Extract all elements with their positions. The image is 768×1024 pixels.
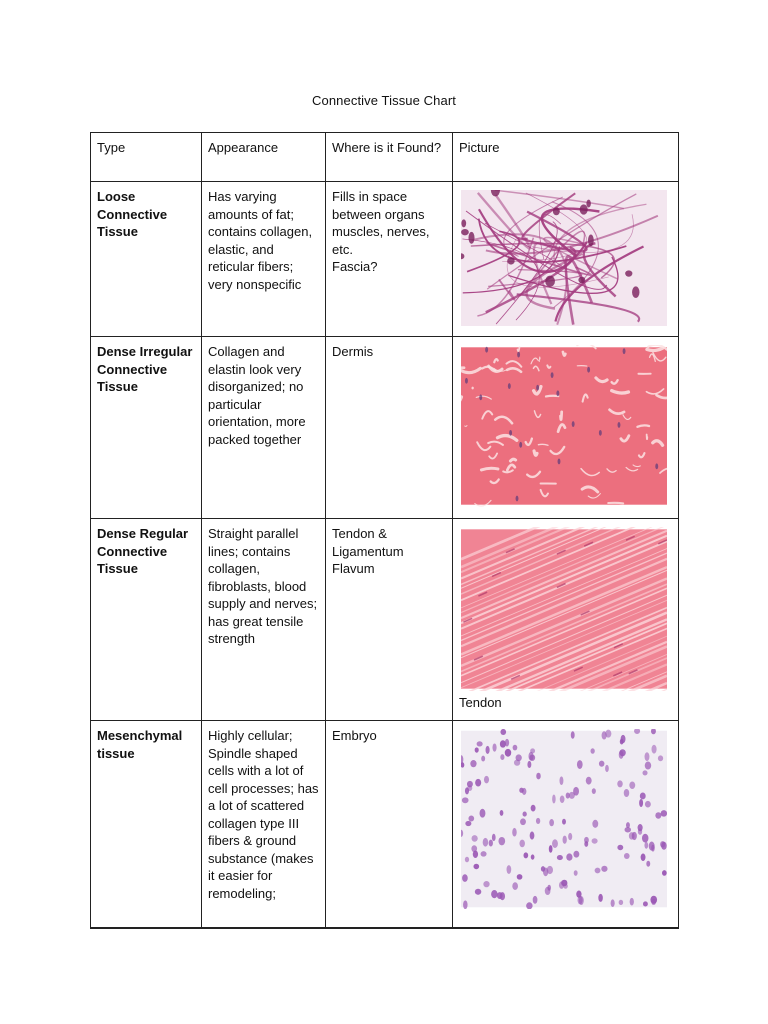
mesen-nucleus (552, 794, 556, 803)
mesen-nucleus (652, 745, 657, 754)
loose-nucleus (632, 286, 639, 297)
mesen-nucleus (660, 841, 665, 847)
mesen-nucleus (471, 835, 477, 842)
mesen-nucleus (477, 741, 483, 746)
mesen-nucleus (641, 854, 646, 861)
mesen-nucleus (517, 874, 523, 879)
irregular-nucleus (551, 372, 554, 378)
mesen-nucleus (473, 850, 478, 857)
mesen-nucleus (644, 842, 648, 849)
mesen-nucleus (611, 899, 615, 907)
mesen-nucleus (513, 745, 518, 751)
loose-nucleus (588, 235, 594, 247)
mesen-nucleus (595, 868, 601, 874)
table-row (91, 721, 679, 928)
mesen-nucleus (592, 838, 598, 843)
irregular-streak (510, 459, 515, 461)
mesen-nucleus (577, 760, 583, 769)
loose-nucleus (578, 277, 585, 284)
mesen-nucleus (624, 853, 630, 859)
mesen-nucleus (462, 874, 468, 882)
mesen-nucleus (638, 829, 642, 835)
mesen-nucleus (560, 796, 565, 803)
mesen-nucleus (500, 729, 506, 735)
picture-caption: Tendon (459, 695, 502, 710)
mesen-nucleus (586, 777, 592, 785)
table-row (91, 182, 679, 337)
mesen-nucleus (645, 762, 651, 770)
row-type: Loose Connective Tissue (91, 182, 202, 337)
dense-regular-tissue-image (461, 527, 667, 691)
loose-connective-tissue-image (461, 190, 667, 326)
irregular-streak (561, 412, 562, 420)
mesen-nucleus (492, 834, 496, 841)
mesen-nucleus (547, 866, 553, 874)
mesen-nucleus (621, 735, 626, 743)
mesen-nucleus (566, 793, 570, 799)
mesen-nucleus (529, 754, 535, 760)
mesen-nucleus (505, 739, 509, 747)
mesen-nucleus (481, 851, 487, 856)
loose-nucleus (461, 219, 466, 227)
mesen-nucleus (658, 755, 663, 761)
mesen-nucleus (530, 832, 535, 840)
mesen-nucleus (523, 812, 527, 817)
mesen-nucleus (605, 765, 609, 772)
header-type: Type (91, 133, 202, 182)
row-appearance: Straight parallel lines; contains collagen, fibroblasts, blood supply and nerves; has great tensile strength (202, 519, 326, 721)
mesen-nucleus (642, 834, 648, 843)
mesen-nucleus (467, 785, 472, 791)
irregular-nucleus (485, 347, 488, 353)
row-picture (453, 182, 679, 337)
mesen-nucleus (536, 773, 541, 780)
mesen-nucleus (497, 892, 503, 899)
mesen-nucleus (629, 782, 635, 789)
mesen-nucleus (527, 761, 531, 768)
loose-nucleus (553, 207, 560, 215)
mesen-nucleus (563, 836, 567, 844)
mesen-nucleus (483, 881, 489, 887)
mesen-nucleus (632, 832, 637, 840)
mesen-nucleus (655, 812, 661, 818)
mesen-nucleus (649, 842, 655, 851)
mesen-nucleus (561, 880, 567, 886)
mesen-nucleus (465, 821, 471, 826)
row-appearance: Collagen and elastin look very disorganized; no particular orientation, more packed together (202, 337, 326, 519)
mesen-nucleus (592, 788, 596, 794)
mesen-nucleus (463, 900, 468, 909)
mesen-nucleus (592, 820, 598, 828)
mesen-nucleus (642, 770, 647, 775)
mesen-nucleus (520, 818, 526, 825)
mesen-nucleus (481, 756, 485, 762)
row-appearance: Has varying amounts of fat; contains collagen, elastic, and reticular fibers; very nonspecific (202, 182, 326, 337)
mesen-nucleus (498, 837, 505, 845)
mesen-nucleus (617, 780, 622, 787)
mesen-nucleus (584, 837, 589, 843)
mesen-nucleus (578, 896, 583, 904)
mesen-nucleus (643, 901, 648, 906)
mesen-nucleus (531, 805, 536, 812)
mesen-nucleus (470, 760, 476, 767)
irregular-streak (637, 425, 649, 426)
mesen-nucleus (465, 857, 469, 862)
row-location: Embryo (326, 721, 453, 928)
mesen-nucleus (505, 749, 511, 757)
irregular-nucleus (558, 459, 561, 465)
mesen-nucleus (549, 819, 554, 826)
mesen-nucleus (630, 898, 634, 906)
irregular-streak (647, 435, 648, 440)
irregular-nucleus (508, 383, 511, 389)
connective-tissue-table (90, 132, 679, 929)
row-type: Dense Regular Connective Tissue (91, 519, 202, 721)
mesen-nucleus (624, 789, 629, 797)
mesen-nucleus (531, 854, 535, 859)
mesen-nucleus (617, 845, 623, 850)
mesen-nucleus (475, 779, 481, 787)
mesen-nucleus (590, 748, 594, 753)
header-picture: Picture (453, 133, 679, 182)
table-row (91, 519, 679, 721)
mesenchymal-tissue-image (461, 729, 667, 909)
mesen-nucleus (646, 861, 650, 867)
mesen-nucleus (573, 787, 579, 796)
table-row (91, 337, 679, 519)
irregular-nucleus (572, 421, 575, 427)
irregular-nucleus (599, 430, 602, 436)
irregular-nucleus (556, 390, 559, 396)
mesen-nucleus (516, 754, 522, 761)
irregular-streak (546, 396, 558, 397)
mesen-nucleus (559, 776, 563, 785)
mesen-nucleus (562, 819, 566, 825)
mesen-nucleus (619, 900, 624, 905)
mesen-nucleus (519, 788, 524, 793)
irregular-nucleus (655, 463, 658, 469)
mesen-nucleus (512, 882, 518, 890)
mesen-nucleus (552, 839, 558, 848)
mesen-nucleus (574, 870, 578, 876)
mesen-nucleus (661, 810, 667, 816)
mesen-nucleus (480, 809, 486, 818)
mesen-nucleus (626, 822, 630, 828)
irregular-nucleus (618, 422, 621, 428)
mesen-nucleus (492, 743, 496, 751)
irregular-nucleus (479, 394, 482, 400)
loose-nucleus (586, 200, 591, 208)
row-location: Tendon & Ligamentum Flavum (326, 519, 453, 721)
mesen-nucleus (547, 885, 551, 891)
mesen-nucleus (500, 810, 504, 816)
mesen-nucleus (483, 838, 488, 847)
mesen-nucleus (507, 865, 512, 874)
mesen-nucleus (619, 749, 625, 756)
mesen-nucleus (486, 746, 490, 754)
mesen-nucleus (475, 747, 479, 752)
row-picture (453, 519, 679, 721)
mesen-nucleus (639, 799, 643, 807)
mesen-nucleus (536, 818, 540, 824)
loose-nucleus (461, 229, 469, 235)
table-header-row (91, 133, 679, 182)
loose-nucleus (625, 270, 632, 276)
mesen-nucleus (573, 851, 579, 858)
row-appearance: Highly cellular; Spindle shaped cells with a lot of cell processes; has a lot of scattered collagen type III fibers & ground substance (makes it easier for remodeling; (202, 721, 326, 928)
mesen-nucleus (640, 793, 646, 800)
mesen-nucleus (568, 833, 572, 840)
mesen-nucleus (500, 754, 504, 760)
mesen-nucleus (489, 840, 493, 847)
mesen-nucleus (523, 852, 528, 858)
mesen-nucleus (484, 776, 489, 783)
mesen-nucleus (566, 853, 572, 860)
mesen-nucleus (651, 899, 656, 905)
irregular-nucleus (465, 378, 468, 384)
mesen-nucleus (541, 866, 545, 871)
mesen-nucleus (519, 840, 524, 848)
mesen-nucleus (533, 896, 538, 904)
mesen-nucleus (557, 855, 563, 860)
header-appearance: Appearance (202, 133, 326, 182)
irregular-nucleus (519, 442, 522, 448)
irregular-streak (481, 468, 498, 470)
row-type: Dense Irregular Connective Tissue (91, 337, 202, 519)
irregular-nucleus (517, 352, 520, 358)
row-picture (453, 337, 679, 519)
irregular-nucleus (516, 496, 519, 502)
mesen-nucleus (462, 797, 469, 803)
irregular-nucleus (623, 348, 626, 354)
mesen-nucleus (549, 845, 553, 853)
row-location: Dermis (326, 337, 453, 519)
row-picture (453, 721, 679, 928)
irregular-nucleus (587, 367, 590, 373)
loose-nucleus (580, 204, 588, 214)
mesen-nucleus (473, 864, 479, 869)
mesen-nucleus (468, 815, 474, 821)
mesen-nucleus (571, 731, 575, 738)
mesen-nucleus (598, 894, 603, 902)
loose-nucleus (545, 276, 555, 287)
mesen-nucleus (645, 801, 651, 808)
irregular-nucleus (536, 385, 539, 391)
mesen-nucleus (662, 870, 667, 876)
mesen-nucleus (602, 731, 607, 739)
irregular-streak (608, 503, 623, 504)
header-location: Where is it Found? (326, 133, 453, 182)
mesen-nucleus (645, 752, 650, 761)
dense-irregular-tissue-image (461, 345, 667, 507)
mesen-nucleus (491, 890, 497, 898)
mesen-nucleus (530, 748, 535, 753)
loose-nucleus (468, 232, 474, 244)
mesen-nucleus (599, 761, 604, 767)
irregular-nucleus (509, 430, 512, 436)
document-title: Connective Tissue Chart (312, 93, 456, 108)
row-location: Fills in space between organs muscles, nerves, etc. Fascia? (326, 182, 453, 337)
mesen-nucleus (475, 889, 481, 895)
mesen-nucleus (512, 828, 517, 837)
row-type: Mesenchymal tissue (91, 721, 202, 928)
mesen-nucleus (601, 866, 607, 872)
loose-nucleus (507, 257, 514, 264)
